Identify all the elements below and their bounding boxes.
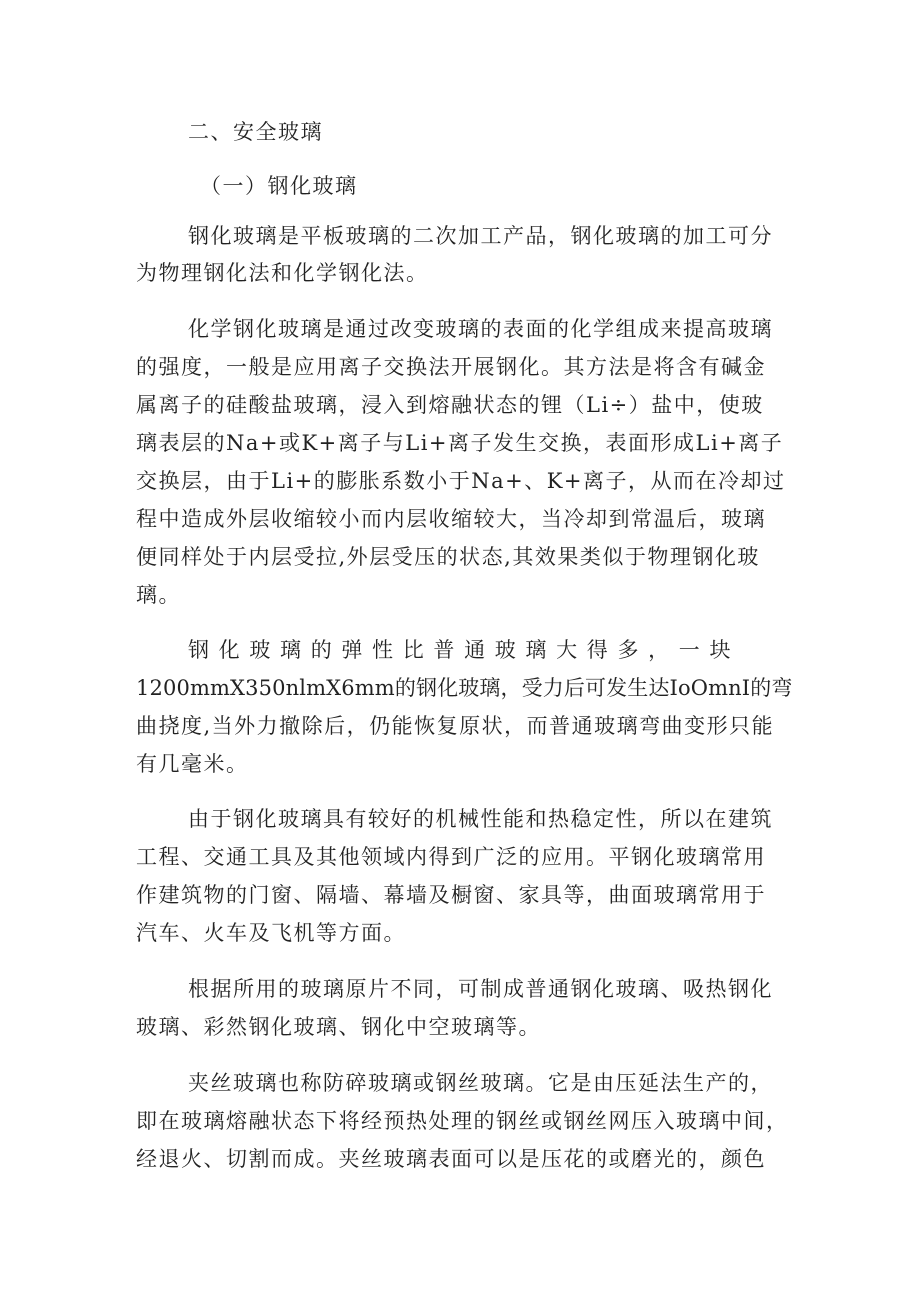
paragraph-4-line-3: 作建筑物的门窗、隔墙、幕墙及橱窗、家具等，曲面玻璃常用于 (136, 883, 766, 907)
paragraph-2-line-3: 属离子的硅酸盐玻璃，浸入到熔融状态的锂（Li÷）盐中，使玻 (136, 393, 764, 417)
paragraph-5-line-1: 根据所用的玻璃原片不同，可制成普通钢化玻璃、吸热钢化 (188, 977, 773, 1001)
paragraph-5-line-2: 玻璃、彩然钢化玻璃、钢化中空玻璃等。 (136, 1015, 541, 1039)
paragraph-4-line-4: 汽车、火车及飞机等方面。 (136, 921, 406, 945)
paragraph-2-line-7: 便同样处于内层受拉,外层受压的状态,其效果类似于物理钢化玻 (136, 545, 760, 569)
paragraph-3-line-3: 曲挠度,当外力撤除后，仍能恢复原状，而普通玻璃弯曲变形只能 (136, 714, 775, 738)
paragraph-2-line-8: 璃。 (136, 583, 181, 607)
paragraph-3-line-4: 有几毫米。 (136, 752, 249, 776)
paragraph-1-line-1: 钢化玻璃是平板玻璃的二次加工产品，钢化玻璃的加工可分 (188, 224, 773, 248)
paragraph-6-line-1: 夹丝玻璃也称防碎玻璃或钢丝玻璃。它是由压延法生产的， (188, 1071, 773, 1095)
paragraph-3-line-2: 1200mmX350nlmX6mm的钢化玻璃，受力后可发生达IoOmnI的弯 (136, 676, 793, 700)
section-heading: 二、安全玻璃 (188, 120, 323, 144)
paragraph-6-line-3: 经退火、切割而成。夹丝玻璃表面可以是压花的或磨光的，颜色 (136, 1147, 766, 1171)
paragraph-1-line-2: 为物理钢化法和化学钢化法。 (136, 261, 429, 285)
paragraph-2-line-5: 交换层，由于Li+的膨胀系数小于Na+、K+离子，从而在冷却过 (136, 469, 786, 493)
paragraph-2-line-6: 程中造成外层收缩较小而内层收缩较大，当冷却到常温后，玻璃 (136, 507, 766, 531)
paragraph-4-line-1: 由于钢化玻璃具有较好的机械性能和热稳定性，所以在建筑 (188, 807, 773, 831)
paragraph-4-line-2: 工程、交通工具及其他领域内得到广泛的应用。平钢化玻璃常用 (136, 845, 766, 869)
paragraph-2-line-2: 的强度，一般是应用离子交换法开展钢化。其方法是将含有碱金 (136, 355, 766, 379)
paragraph-2-line-1: 化学钢化玻璃是通过改变玻璃的表面的化学组成来提高玻璃 (188, 317, 773, 341)
paragraph-2-line-4: 璃表层的Na+或K+离子与Li+离子发生交换，表面形成Li+离子 (136, 431, 784, 455)
paragraph-6-line-2: 即在玻璃熔融状态下将经预热处理的钢丝或钢丝网压入玻璃中间， (136, 1109, 789, 1133)
subsection-heading: （一）钢化玻璃 (200, 174, 358, 198)
paragraph-3-line-1: 钢 化 玻 璃 的 弹 性 比 普 通 玻 璃 大 得 多 ， 一 块 (188, 638, 732, 662)
